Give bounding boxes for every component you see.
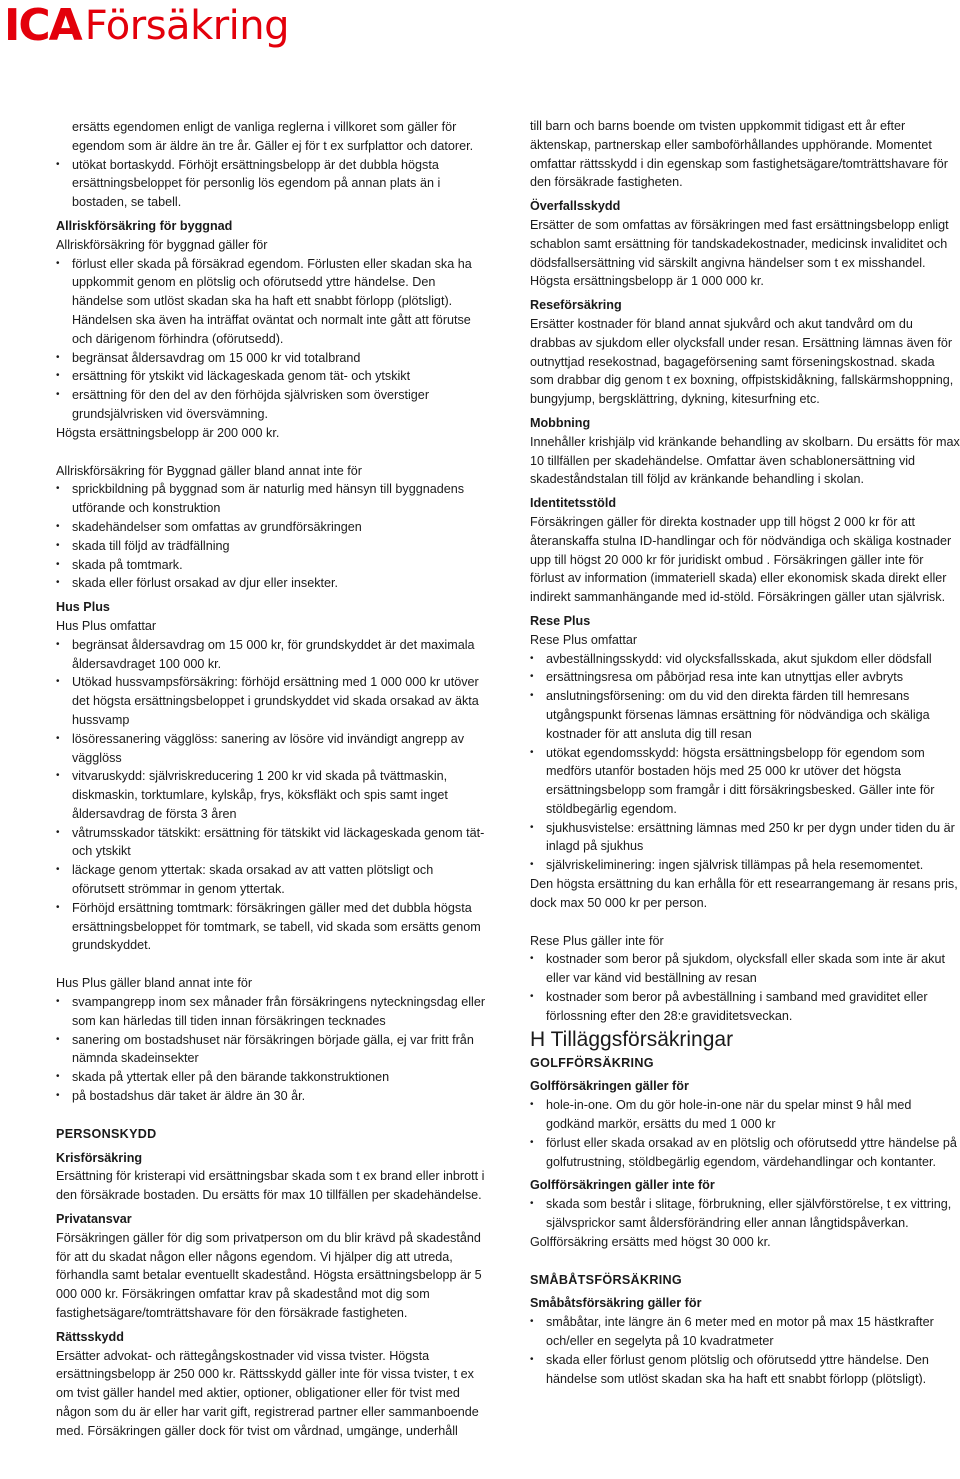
- list-item: • kostnader som beror på avbeställning i samband med graviditet eller förlossning efter den 28:e graviditetsveckan.: [530, 988, 960, 1026]
- list-item: • ersättning för den del av den förhöjda självrisken som överstiger grundsjälvrisken vid översvämning.: [56, 386, 488, 424]
- rese-text: Ersätter kostnader för bland annat sjukvård och akut tandvård om du drabbas av sjukdom eller olycksfall under resan. Ersättning lämnas även för outnyttjad resekostnad, bagageförsening samt förseningskostnad. skada som drabbar dig genom t ex boxning, offpistskidåkning, fallskärmshoppning, bungyjump, bergsklättring, dykning, kitesurfning etc.: [530, 316, 954, 407]
- list-item: • ersättningsresa om påbörjad resa inte kan utnyttjas eller avbryts: [530, 668, 960, 687]
- right-column: [530, 117, 960, 1388]
- list-item: • skada på tomtmark.: [56, 556, 488, 575]
- continued-list: [72, 118, 488, 156]
- logo-wordmark: Försäkring: [84, 3, 290, 49]
- section-heading-smabat: SMÅBÅTSFÖRSÄKRING: [530, 1272, 683, 1287]
- heading-mobbning: Mobbning: [530, 415, 591, 430]
- continued-bullets: [56, 156, 488, 212]
- husplus-exclusions-intro: Hus Plus gäller bland annat inte för: [56, 976, 253, 991]
- list-item: • begränsat åldersavdrag om 15 000 kr, för grundskyddet är det maximala åldersavdraget 100 000 kr.: [56, 636, 488, 674]
- heading-reseplus: Rese Plus: [530, 613, 591, 628]
- list-item: • begränsat åldersavdrag om 15 000 kr vid totalbrand: [56, 349, 488, 368]
- list-item: • ersättning för ytskikt vid läckageskada genom tät- och ytskikt: [56, 367, 488, 386]
- golf-list: [530, 1096, 960, 1171]
- list-item: ersätts egendomen enligt de vanliga reglerna i villkoret som gäller för egendom som är äldre än tre år. Gäller ej för t ex surfplattor och datorer.: [72, 120, 474, 153]
- reseplus-exclusions-list: [530, 950, 960, 1025]
- list-item: • utökat bortaskydd. Förhöjt ersättningsbelopp är det dubbla högsta ersättningsbeloppet för personlig lös egendom på annan plats än i bostaden, se tabell.: [56, 156, 488, 212]
- id-text: Försäkringen gäller för direkta kostnader upp till högst 2 000 kr för att återanskaffa stulna ID-handlingar och för nödvändiga och skäliga kostnader upp till högst 20 000 kr för juridiskt ombud . Försäkringen gäller inte för förlust av information (immateriell skada) eller ekonomisk skada direkt eller indirekt sammanhängande med id-stöld. Försäkringen gäller utan självrisk.: [530, 514, 952, 605]
- list-item: • Förhöjd ersättning tomtmark: försäkringen gäller med det dubbla högsta ersättningsbeloppet för tomtmark, se tabell, vid skada som ersätts genom grundskyddet.: [56, 899, 488, 955]
- smabat-list: [530, 1313, 960, 1388]
- list-item: • småbåtar, inte längre än 6 meter med en motor på max 15 hästkrafter och/eller en segelyta på 10 kvadratmeter: [530, 1313, 960, 1351]
- reseplus-intro: Rese Plus omfattar: [530, 632, 638, 647]
- list-item: • svampangrepp inom sex månader från försäkringens nyteckningsdag eller som kan härledas till tiden innan försäkringen tecknades: [56, 993, 488, 1031]
- list-item: • utökat egendomsskydd: högsta ersättningsbelopp för egendom som medförs utanför bostaden höjs med 25 000 kr utöver det högsta ersättningsbelopp som framgår i ditt försäkringsbesked. Gäller inte för stöldbegärlig egendom.: [530, 744, 960, 819]
- heading-krisforsakring: Krisförsäkring: [56, 1150, 143, 1165]
- list-item: • vitvaruskydd: självriskreducering 1 200 kr vid skada på tvättmaskin, diskmaskin, torktumlare, kylskåp, frys, köksfläkt och spis samt inget åldersavdrag de första 3 åren: [56, 767, 488, 823]
- section-heading-husplus: Hus Plus: [56, 600, 110, 615]
- list-item: • förlust eller skada på försäkrad egendom. Förlusten eller skadan ska ha uppkommit genom en plötslig och oförutsedd yttre händelse. Den händelse som utlöst skadan ska ha haft ett snabbt förlopp (plötsligt). Händelsen ska även ha inträffat oväntat och normalt inte gått att förutse och därigenom förhindra (oförutsedd).: [56, 255, 488, 349]
- ica-forsakring-logo: [4, 2, 289, 50]
- allrisk-list: [56, 255, 488, 424]
- allrisk-exclusions-list: [56, 480, 488, 593]
- kris-text: Ersättning för kristerapi vid ersättningsbar skada som t ex brand eller inbrott i den försäkrade bostaden. Du ersätts för max 10 tillfällen per skadehändelse.: [56, 1169, 485, 1203]
- privat-text: Försäkringen gäller för dig som privatperson om du blir krävd på skadestånd för att du skadat någon eller någons egendom. Vi hjälper dig att utreda, förhandla samt betalar eventuellt skadestånd. Högsta ersättningsbelopp är 5 000 000 kr. Försäkringen omfattar krav på skadestånd mot dig som fastighetsägare/tomträttshavare för den försäkrade fastigheten.: [56, 1230, 482, 1321]
- husplus-exclusions-list: [56, 993, 488, 1106]
- list-item: • hole-in-one. Om du gör hole-in-one när du spelar minst 9 hål med godkänd markör, ersätts du med 1 000 kr: [530, 1096, 960, 1134]
- list-item: • skada på yttertak eller på den bärande takkonstruktionen: [56, 1068, 488, 1087]
- list-item: • sanering om bostadshuset när försäkringen började gälla, ej var fritt från nämnda skadeinsekter: [56, 1031, 488, 1069]
- list-item: • skada eller förlust genom plötslig och oförutsedd yttre händelse. Den händelse som utlöst skadan ska ha haft ett snabbt förlopp (plötsligt).: [530, 1351, 960, 1389]
- mobb-text: Innehåller krishjälp vid kränkande behandling av skolbarn. Du ersätts för max 10 tillfällen per skadehändelse. Omfattar även schablonersättning vid skadeståndstalan till följd av kränkande behandling i skolan.: [530, 434, 960, 487]
- heading-identitetsstold: Identitetsstöld: [530, 496, 617, 511]
- list-item: • våtrumsskador tätskikt: ersättning för tätskikt vid läckageskada genom tät- och ytskikt: [56, 824, 488, 862]
- list-item: • skadehändelser som omfattas av grundförsäkringen: [56, 518, 488, 537]
- list-item: • Utökad hussvampsförsäkring: förhöjd ersättning med 1 000 000 kr utöver det högsta ersättningsbeloppet i grundskyddet vid skada orsakad av äkta hussvamp: [56, 673, 488, 729]
- list-item: • skada som består i slitage, förbrukning, eller självförstörelse, t ex vittring, självsprickor samt åldersförändring eller annan långtidspåverkan.: [530, 1195, 960, 1233]
- heading-privatansvar: Privatansvar: [56, 1212, 132, 1227]
- section-heading-golf: GOLFFÖRSÄKRING: [530, 1055, 654, 1070]
- allrisk-exclusions-intro: Allriskförsäkring för Byggnad gäller bland annat inte för: [56, 463, 362, 478]
- list-item: • läckage genom yttertak: skada orsakad av att vatten plötsligt och oförutsett strömmar in genom yttertak.: [56, 861, 488, 899]
- section-heading-allrisk: Allriskförsäkring för byggnad: [56, 218, 233, 233]
- list-item: • självriskeliminering: ingen självrisk tillämpas på hela resemomentet.: [530, 856, 960, 875]
- husplus-intro: Hus Plus omfattar: [56, 618, 157, 633]
- heading-golf-covers: Golfförsäkringen gäller för: [530, 1079, 689, 1094]
- list-item: • skada eller förlust orsakad av djur eller insekter.: [56, 574, 488, 593]
- list-item: • förlust eller skada orsakad av en plötslig och oförutsedd yttre händelse på golfutrustning, stöldbegärlig egendom, värdehandlingar och kontanter.: [530, 1134, 960, 1172]
- reseplus-exclusions-intro: Rese Plus gäller inte för: [530, 933, 664, 948]
- golf-exclusions-list: [530, 1195, 960, 1233]
- allrisk-intro: Allriskförsäkring för byggnad gäller för: [56, 237, 268, 252]
- list-item: • avbeställningsskydd: vid olycksfallsskada, akut sjukdom eller dödsfall: [530, 650, 960, 669]
- ica-logo-mark: ICA: [4, 0, 81, 51]
- golf-max: Golfförsäkring ersätts med högst 30 000 kr.: [530, 1234, 771, 1249]
- list-item: • sjukhusvistelse: ersättning lämnas med 250 kr per dygn under tiden du är inlagd på sjukhus: [530, 819, 960, 857]
- allrisk-max: Högsta ersättningsbelopp är 200 000 kr.: [56, 425, 280, 440]
- heading-reseforsakring: Reseförsäkring: [530, 298, 622, 313]
- section-heading-personskydd: PERSONSKYDD: [56, 1126, 157, 1141]
- continued-text: till barn och barns boende om tvisten uppkommit tidigast ett år efter äktenskap, partnerskap eller samboförhållandes upphörande. Momentet omfattar rättsskydd i din egenskap som fastighetsägare/tomträttshavare för den försäkrade fastigheten.: [530, 119, 948, 190]
- chapter-title: H Tilläggsförsäkringar: [530, 1027, 734, 1051]
- list-item: • skada till följd av trädfällning: [56, 537, 488, 556]
- heading-golf-excludes: Golfförsäkringen gäller inte för: [530, 1178, 715, 1193]
- heading-overfallsskydd: Överfallsskydd: [530, 199, 621, 214]
- reseplus-list: [530, 650, 960, 876]
- left-column: [56, 118, 488, 1441]
- list-item: • lösöressanering vägglöss: sanering av lösöre vid invändigt angrepp av vägglöss: [56, 730, 488, 768]
- heading-smabat-covers: Småbåtsförsäkring gäller för: [530, 1296, 702, 1311]
- husplus-list: [56, 636, 488, 956]
- list-item: • kostnader som beror på sjukdom, olycksfall eller skada som inte är akut eller var känd vid beställning av resan: [530, 950, 960, 988]
- ratt-text: Ersätter advokat- och rättegångskostnader vid vissa tvister. Högsta ersättningsbelopp är 250 000 kr. Rättsskydd gäller inte för vissa tvister, t ex om tvist gäller handel med aktier, optioner, obligationer eller för tvist med någon som du är eller har varit gift, registrerad partner eller sammanboende med. Försäkringen gäller dock för tvist om vårdnad, umgänge, underhåll: [56, 1348, 479, 1438]
- list-item: • sprickbildning på byggnad som är naturlig med hänsyn till byggnadens utförande och konstruktion: [56, 480, 488, 518]
- list-item: • anslutningsförsening: om du vid den direkta färden till hemresans utgångspunkt försenas lämnas ersättning för nödvändiga och skäliga kostnader för att ansluta dig till resan: [530, 687, 960, 743]
- overfall-text: Ersätter de som omfattas av försäkringen med fast ersättningsbelopp enligt schablon samt ersättning för tandskadekostnader, medicinsk invaliditet och dödsfallsersättning vid särskilt angivna händelser som t ex misshandel. Högsta ersättningsbelopp är 1 000 000 kr.: [530, 217, 949, 289]
- list-item: • på bostadshus där taket är äldre än 30 år.: [56, 1087, 488, 1106]
- reseplus-max: Den högsta ersättning du kan erhålla för ett researrangemang är resans pris, dock max 50 000 kr per person.: [530, 877, 958, 910]
- heading-rattsskydd: Rättsskydd: [56, 1329, 124, 1344]
